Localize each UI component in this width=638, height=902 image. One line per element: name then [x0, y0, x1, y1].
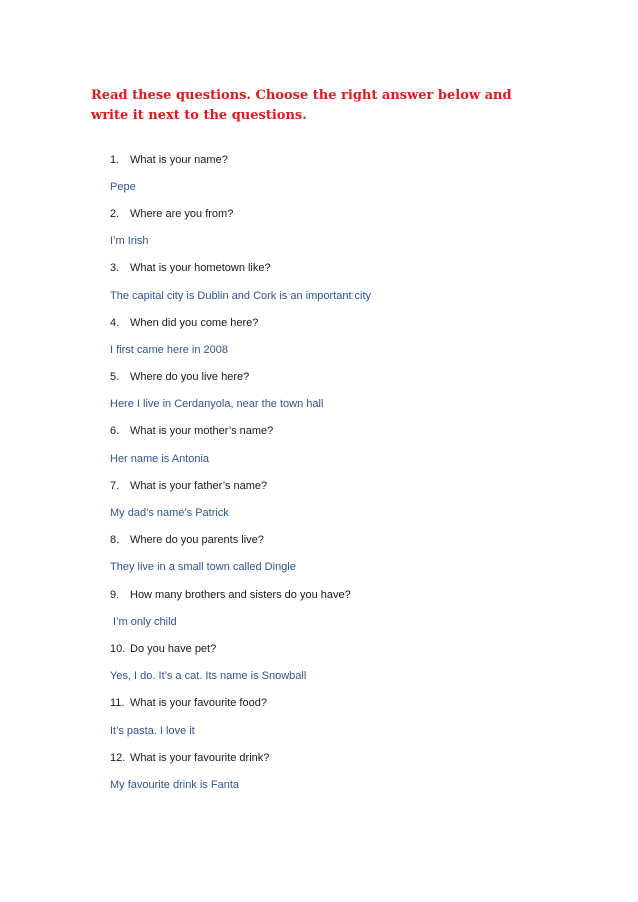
question-text: What is your favourite food? [130, 697, 267, 710]
qa-item [110, 744, 570, 798]
question-number: 5. [110, 371, 120, 384]
answer-text: Pepe [110, 180, 136, 193]
question-text: Where do you parents live? [130, 534, 264, 547]
question-number: 11. [110, 697, 125, 710]
question-row [110, 690, 570, 717]
question-number: 12. [110, 751, 126, 764]
question-text: What is your name? [130, 153, 228, 166]
question-row [110, 309, 570, 336]
qa-item [110, 581, 570, 635]
question-text: What is your father’s name? [130, 479, 268, 492]
qa-item [110, 635, 570, 689]
answer-text: I’m only child [110, 615, 177, 628]
question-number: 10. [110, 642, 126, 655]
question-row [110, 364, 570, 391]
qa-item [110, 472, 570, 526]
qa-item [110, 200, 570, 254]
instructions-heading: Read these questions. Choose the right answer below and write it next to the questions. [91, 88, 512, 123]
question-text: How many brothers and sisters do you have? [130, 588, 351, 601]
question-text: What is your favourite drink? [130, 751, 270, 764]
answer-text: Her name is Antonia [110, 452, 210, 465]
question-row [110, 472, 570, 499]
question-text: What is your mother’s name? [130, 425, 274, 438]
answer-text: Here I live in Cerdanyola, near the town hall [110, 398, 324, 411]
answer-text: They live in a small town called Dingle [110, 561, 296, 574]
qa-item [110, 309, 570, 363]
answer-text: It’s pasta. I love it [110, 724, 195, 737]
answer-text: Yes, I do. It’s a cat. Its name is Snowball [110, 670, 307, 683]
answer-text: My dad’s name’s Patrick [110, 507, 229, 520]
question-number: 2. [110, 207, 120, 220]
question-row [110, 255, 570, 282]
qa-item [110, 255, 570, 309]
question-number: 4. [110, 316, 120, 329]
qa-item [110, 146, 570, 200]
question-text: Where do you live here? [130, 371, 250, 384]
answer-text: My favourite drink is Fanta [110, 778, 239, 791]
question-row [110, 581, 570, 608]
question-row [110, 527, 570, 554]
question-answer-list [110, 146, 570, 799]
question-number: 8. [110, 534, 120, 547]
qa-item [110, 690, 570, 744]
answer-text: The capital city is Dublin and Cork is an important city [110, 289, 372, 302]
qa-item [110, 364, 570, 418]
question-number: 9. [110, 588, 120, 601]
question-row [110, 744, 570, 771]
question-row [110, 200, 570, 227]
question-number: 3. [110, 262, 120, 275]
question-text: What is your hometown like? [130, 262, 271, 275]
question-text: Do you have pet? [130, 642, 217, 655]
question-text: When did you come here? [130, 316, 259, 329]
qa-item [110, 527, 570, 581]
question-row [110, 418, 570, 445]
question-row [110, 635, 570, 662]
question-number: 7. [110, 479, 120, 492]
question-row [110, 146, 570, 173]
qa-item [110, 418, 570, 472]
answer-text: I first came here in 2008 [110, 343, 229, 356]
question-number: 6. [110, 425, 120, 438]
answer-text: I’m Irish [110, 235, 149, 248]
question-text: Where are you from? [130, 207, 234, 220]
question-number: 1. [110, 153, 120, 166]
